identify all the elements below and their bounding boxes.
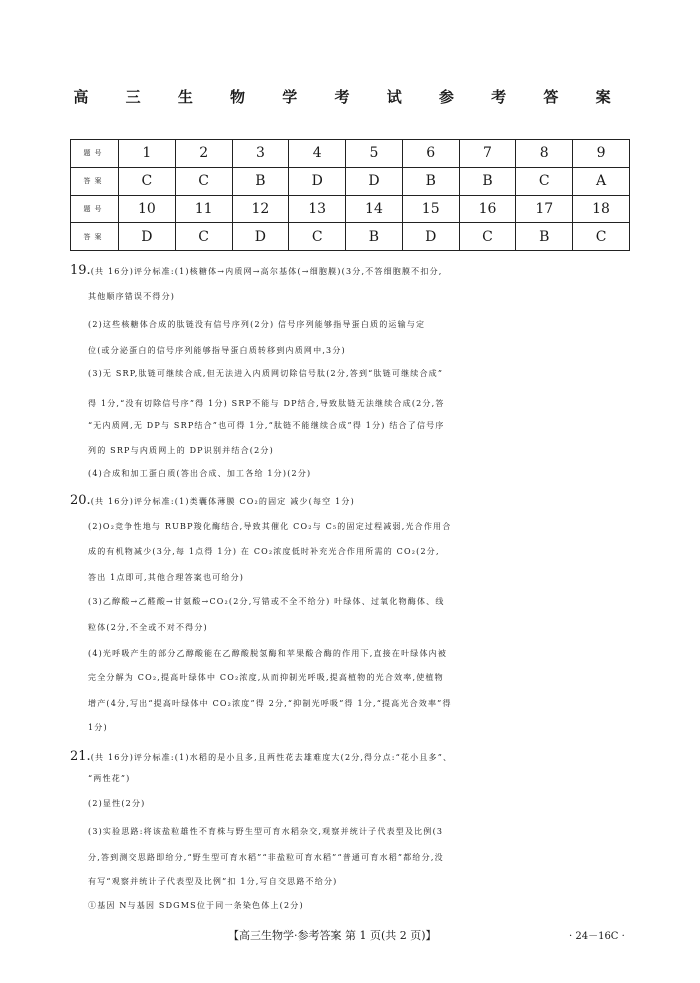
table-cell: 18 xyxy=(573,195,630,223)
table-cell: 13 xyxy=(289,195,346,223)
table-cell: B xyxy=(232,167,289,195)
explanation-line xyxy=(88,398,630,409)
line-text: (4)光呼吸产生的部分乙醇酸能在乙醇酸脱氢酶和苹果酸合酶的作用下,直接在叶绿体内被 xyxy=(88,649,448,658)
table-cell: C xyxy=(573,223,630,251)
explanation-line xyxy=(88,596,630,607)
line-text: 答出 1点即可,其他合理答案也可给分) xyxy=(88,573,245,582)
table-cell: C xyxy=(516,167,573,195)
table-cell: A xyxy=(573,167,630,195)
explanation-line xyxy=(88,291,630,302)
table-cell: D xyxy=(119,223,176,251)
line-text: 1分) xyxy=(88,723,108,732)
row-label: 答案 xyxy=(71,223,119,251)
table-cell: 7 xyxy=(459,140,516,168)
explanation-line xyxy=(88,900,630,911)
line-text: 增产(4分,写出“提高叶绿体中 CO₂浓度”得 2分,“抑制光呼吸”得 1分,“提高光合效率”得 xyxy=(88,699,452,708)
table-cell: C xyxy=(175,167,232,195)
table-cell: B xyxy=(402,167,459,195)
explanation-line xyxy=(88,468,630,479)
line-text: 完全分解为 CO₂,提高叶绿体中 CO₂浓度,从而抑制光呼吸,提高植物的光合效率,使植物 xyxy=(88,673,444,682)
table-cell: D xyxy=(346,167,403,195)
footer-text: 【高三生物学·参考答案 第 1 页(共 2 页)】 xyxy=(228,929,437,942)
table-cell: 14 xyxy=(346,195,403,223)
table-cell: 12 xyxy=(232,195,289,223)
line-text: 列的 SRP与内质网上的 DP识别并结合(2分) xyxy=(88,446,274,455)
explanation-line xyxy=(88,521,630,532)
explanation-line xyxy=(88,319,630,330)
table-row xyxy=(71,195,630,223)
page-title: 高 三 生 物 学 考 试 参 考 答 案 xyxy=(73,88,627,106)
table-cell: 10 xyxy=(119,195,176,223)
table-cell: B xyxy=(516,223,573,251)
line-text: 位(或分泌蛋白的信号序列能够指导蛋白质转移到内质网中,3分) xyxy=(88,346,346,355)
explanation-line xyxy=(88,420,630,431)
explanation-line xyxy=(88,572,630,583)
table-cell: C xyxy=(175,223,232,251)
line-text: (共 16分)评分标准:(1)核糖体→内质网→高尔基体(→细胞膜)(3分,不答细胞膜不扣分, xyxy=(90,267,443,276)
table-cell: D xyxy=(289,167,346,195)
line-text: ①基因 N与基因 SDGMS位于同一条染色体上(2分) xyxy=(88,901,304,910)
line-text: “两性花”) xyxy=(88,774,131,783)
row-label: 题号 xyxy=(71,140,119,168)
question-number: 21. xyxy=(70,749,91,764)
explanation-line xyxy=(88,622,630,633)
table-cell: 16 xyxy=(459,195,516,223)
explanation-line xyxy=(88,798,630,809)
question-number: 19. xyxy=(70,263,91,278)
row-label: 答案 xyxy=(71,167,119,195)
table-cell: B xyxy=(459,167,516,195)
explanation-line xyxy=(70,749,630,764)
line-text: (3)实验思路:将该盐粒雄性不育株与野生型可育水稻杂交,观察并统计子代表型及比例(3 xyxy=(88,827,444,836)
explanation-line xyxy=(88,722,630,733)
explanation-line xyxy=(70,493,630,508)
row-label: 题号 xyxy=(71,195,119,223)
table-cell: B xyxy=(346,223,403,251)
line-text: 分,答到测交思路即给分,“野生型可育水稻”“非盐粒可育水稻”“普通可育水稻”都给分,没 xyxy=(88,853,444,862)
table-cell: 11 xyxy=(175,195,232,223)
table-cell: 8 xyxy=(516,140,573,168)
table-cell: 1 xyxy=(119,140,176,168)
table-cell: 9 xyxy=(573,140,630,168)
explanation-line xyxy=(88,826,630,837)
footer-code: · 24－16C · xyxy=(569,931,625,942)
table-cell: C xyxy=(459,223,516,251)
table-cell: C xyxy=(289,223,346,251)
line-text: (2)显性(2分) xyxy=(88,799,146,808)
line-text: (2)这些核糖体合成的肽链没有信号序列(2分) 信号序列能够指导蛋白质的运输与定 xyxy=(88,320,426,329)
table-cell: 4 xyxy=(289,140,346,168)
explanation-line xyxy=(88,852,630,863)
explanation-line xyxy=(88,546,630,557)
line-text: (4)合成和加工蛋白质(答出合成、加工各给 1分)(2分) xyxy=(88,469,312,478)
table-row xyxy=(71,223,630,251)
explanation-line xyxy=(88,672,630,683)
explanation-line xyxy=(70,263,630,278)
line-text: (3)无 SRP,肽链可继续合成,但无法进入内质网切除信号肽(2分,答到“肽链可继续合成” xyxy=(88,369,444,378)
table-cell: D xyxy=(232,223,289,251)
question-number: 20. xyxy=(70,493,91,508)
explanation-line xyxy=(88,773,630,784)
table-row xyxy=(71,140,630,168)
table-cell: 5 xyxy=(346,140,403,168)
explanation-line xyxy=(88,698,630,709)
table-row xyxy=(71,167,630,195)
line-text: 其他顺序错误不得分) xyxy=(88,292,176,301)
table-cell: D xyxy=(402,223,459,251)
table-cell: 3 xyxy=(232,140,289,168)
explanation-line xyxy=(88,445,630,456)
explanation-line xyxy=(88,345,630,356)
line-text: 成的有机物减少(3分,每 1点得 1分) 在 CO₂浓度低时补充光合作用所需的 CO₂(2分, xyxy=(88,547,440,556)
line-text: 粒体(2分,不全或不对不得分) xyxy=(88,623,208,632)
answer-table xyxy=(70,139,630,251)
line-text: (共 16分)评分标准:(1)类囊体薄膜 CO₂的固定 减少(每空 1分) xyxy=(90,497,355,506)
line-text: 得 1分,“没有切除信号序”得 1分) SRP不能与 DP结合,导致肽链无法继续合成(2分,答 xyxy=(88,399,445,408)
line-text: 有写“观察并统计子代表型及比例”扣 1分,写自交思路不给分) xyxy=(88,877,338,886)
table-cell: C xyxy=(119,167,176,195)
table-cell: 2 xyxy=(175,140,232,168)
line-text: (共 16分)评分标准:(1)水稻的是小且多,且两性花去雄难度大(2分,得分点:“花小且多”、 xyxy=(90,753,453,762)
line-text: “无内质网,无 DP与 SRP结合”也可得 1分,“肽链不能继续合成”得 1分) 结合了信号序 xyxy=(88,421,445,430)
table-cell: 15 xyxy=(402,195,459,223)
line-text: (3)乙醇酸→乙醛酸→甘氨酸→CO₂(2分,写错或不全不给分) 叶绿体、过氧化物酶体、线 xyxy=(88,597,445,606)
explanation-line xyxy=(88,368,630,379)
explanation-line xyxy=(88,876,630,887)
table-cell: 6 xyxy=(402,140,459,168)
line-text: (2)O₂竞争性地与 RUBP羧化酶结合,导致其催化 CO₂与 C₅的固定过程减弱,光合作用合 xyxy=(88,522,452,531)
explanation-line xyxy=(88,648,630,659)
table-cell: 17 xyxy=(516,195,573,223)
